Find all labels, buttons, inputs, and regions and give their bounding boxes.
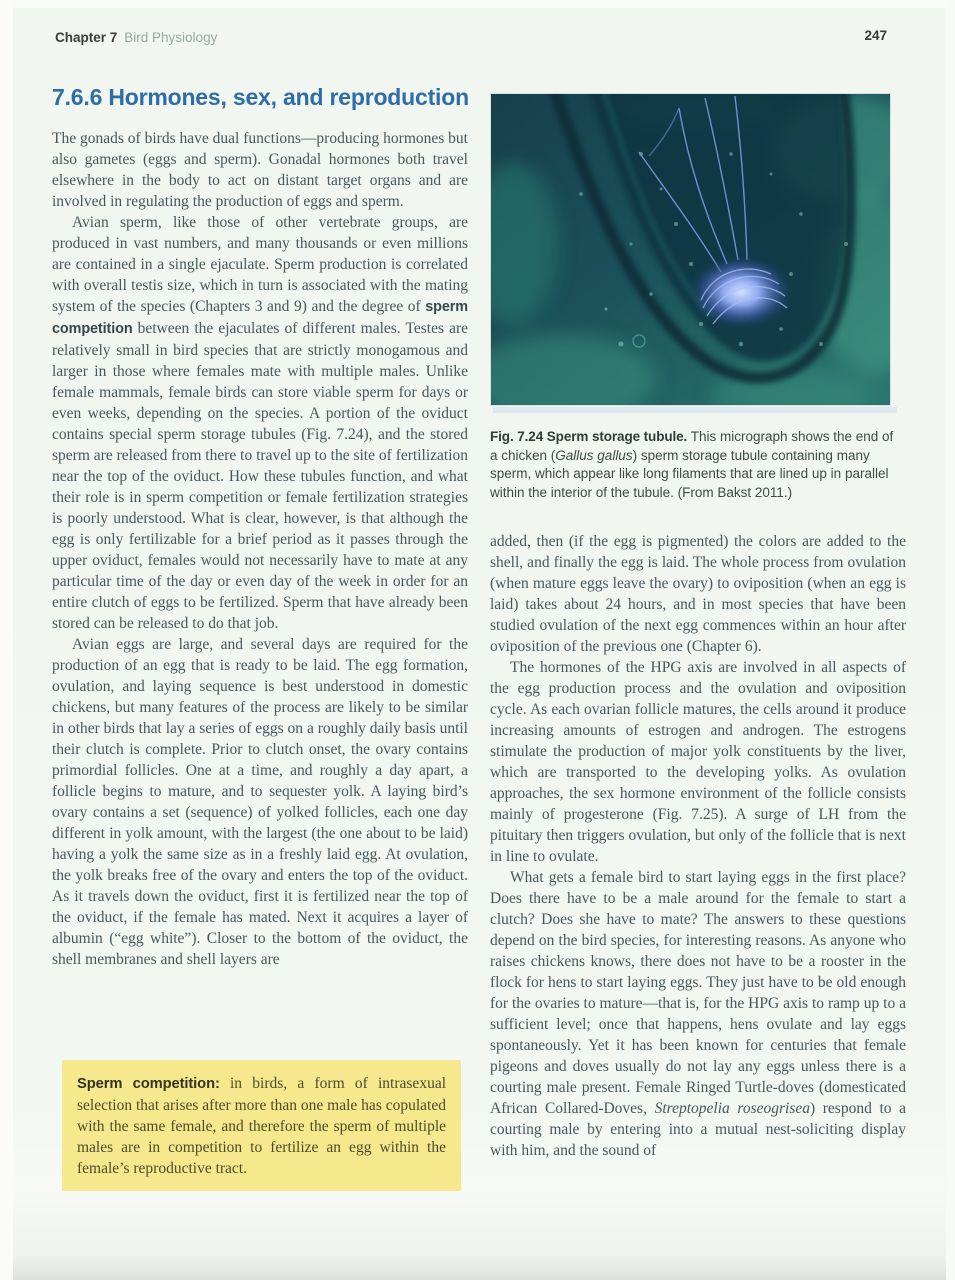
paragraph xyxy=(490,531,906,657)
text-run: What gets a female bird to start laying eggs in the first place? Does there have to be a male around for the female to start a clutch? Does she have to mate? The answers to these questions depend on the bird species, for interesting reasons. As anyone who raises chickens knows, there does not have to be a rooster in the flock for hens to start laying eggs. They just have to be old enough for the ovaries to mature—that is, for the HPG axis to ramp up to a sufficient level; once that happens, hens ovulate and lay eggs spontaneously. Yet it has been known for centuries that female pigeons and doves usually do not lay any eggs unless there is a courting male present. Female Ringed Turtle-doves (domesticated African Collared-Doves, xyxy=(490,869,906,1117)
left-column xyxy=(52,128,468,970)
chapter-title: Bird Physiology xyxy=(124,30,218,45)
chapter-label: Chapter 7 xyxy=(55,30,118,45)
text-run: in birds, a form of intrasexual selection that arises after more than one male has copulated with the same female, and therefore the sperm of multiple males are in competition to fertilize an egg within the female’s reproductive tract. xyxy=(77,1075,446,1177)
text-run: Fig. 7.24 Sperm storage tubule. xyxy=(490,429,688,444)
text-run: Avian eggs are large, and several days are required for the production of an egg that is ready to be laid. The egg formation, ovulation, and laying sequence is best understood in domestic chickens, but many features of the process are likely to be similar in other birds that lay a series of eggs on a roughly daily basis until their clutch is complete. Prior to clutch onset, the ovary contains primordial follicles. One at a time, and roughly a day apart, a follicle begins to mature, and to sequester yolk. A laying bird’s ovary contains a set (sequence) of yolked follicles, each one day different in yolk amount, with the largest (the one about to be laid) having a yolk the same size as in a freshly laid egg. At ovulation, the yolk breaks free of the ovary and enters the top of the oviduct. As it travels down the oviduct, first it is fertilized near the top of the oviduct, if the female has mated. Next it acquires a layer of albumin (“egg white”). Closer to the bottom of the oviduct, the shell membranes and shell layers are xyxy=(52,636,468,968)
paragraph xyxy=(52,634,468,970)
scan-artifact-strip xyxy=(493,407,897,413)
text-run: Avian sperm, like those of other vertebrate groups, are produced in vast numbers, and many thousands or even millions are contained in a single ejaculate. Sperm production is correlated with overall testis size, which in turn is associated with the mating system of the species (Chapters 3 and 9) and the degree of xyxy=(52,214,468,315)
text-run: Gallus gallus xyxy=(555,447,633,463)
page-number: 247 xyxy=(864,28,887,43)
definition-box xyxy=(62,1060,461,1191)
text-run: ) respond to a courting male by entering into a mutual nest-soliciting display with him, and the sound of xyxy=(490,1100,906,1159)
text-run: This micrograph shows the end of a chicken ( xyxy=(490,429,894,463)
text-run: The hormones of the HPG axis are involved in all aspects of the egg production process and the ovulation and oviposition cycle. As each ovarian follicle matures, the cells around it produce increasing amounts of estrogen and androgen. The estrogens stimulate the production of major yolk constituents by the liver, which are transported to the developing yolks. As ovulation approaches, the sex hormone environment of the follicle consists mainly of progesterone (Fig. 7.25). A surge of LH from the pituitary then triggers ovulation, but only of the follicle that is next in line to ovulate. xyxy=(490,659,906,865)
text-run: sperm competition xyxy=(52,299,468,337)
micrograph-image xyxy=(491,94,890,405)
text-run: between the ejaculates of different males. Testes are relatively small in bird species that are strictly monogamous and larger in those where females mate with multiple males. Unlike female mammals, female birds can store viable sperm for days or even weeks, depending on the species. A portion of the oviduct contains special sperm storage tubules (Fig. 7.24), and the stored sperm are released from there to travel up to the site of fertilization near the top of the oviduct. How these tubules function, and what their role is in sperm competition or female fertilization strategies is poorly understood. What is clear, however, is that although the egg is only fertilizable for a brief period as it passes through the upper oviduct, females would not necessarily have to mate at any particular time of the day or even day of the week in order for an entire clutch of eggs to be fertilized. Sperm that have already been stored can be released to do that job. xyxy=(52,320,468,632)
text-run: Streptopelia roseogrisea xyxy=(654,1100,810,1117)
paragraph xyxy=(52,128,468,212)
figure-7-24-micrograph xyxy=(491,94,890,405)
figure-caption xyxy=(490,428,902,502)
text-run: added, then (if the egg is pigmented) the colors are added to the shell, and finally the egg is laid. The whole process from ovulation (when mature eggs leave the ovary) to oviposition (when an egg is laid) takes about 24 hours, and in most species that have been studied ovulation of the next egg commences within an hour after oviposition of the previous one (Chapter 6). xyxy=(490,533,906,655)
text-run: ) sperm storage tubule containing many sperm, which appear like long filaments that are lined up in parallel within the interior of the tubule. (From Bakst 2011.) xyxy=(490,447,889,500)
section-heading: 7.6.6 Hormones, sex, and reproduction xyxy=(52,84,469,110)
paragraph xyxy=(490,867,906,1161)
paragraph xyxy=(52,212,468,634)
paragraph xyxy=(490,657,906,867)
text-run: Sperm competition: xyxy=(77,1076,220,1092)
right-column xyxy=(490,531,906,1161)
running-head xyxy=(55,30,217,45)
text-run: The gonads of birds have dual functions—producing hormones but also gametes (eggs and sperm). Gonadal hormones both travel elsewhere in the body to act on distant target organs and are involved in regulating the production of eggs and sperm. xyxy=(52,130,468,210)
